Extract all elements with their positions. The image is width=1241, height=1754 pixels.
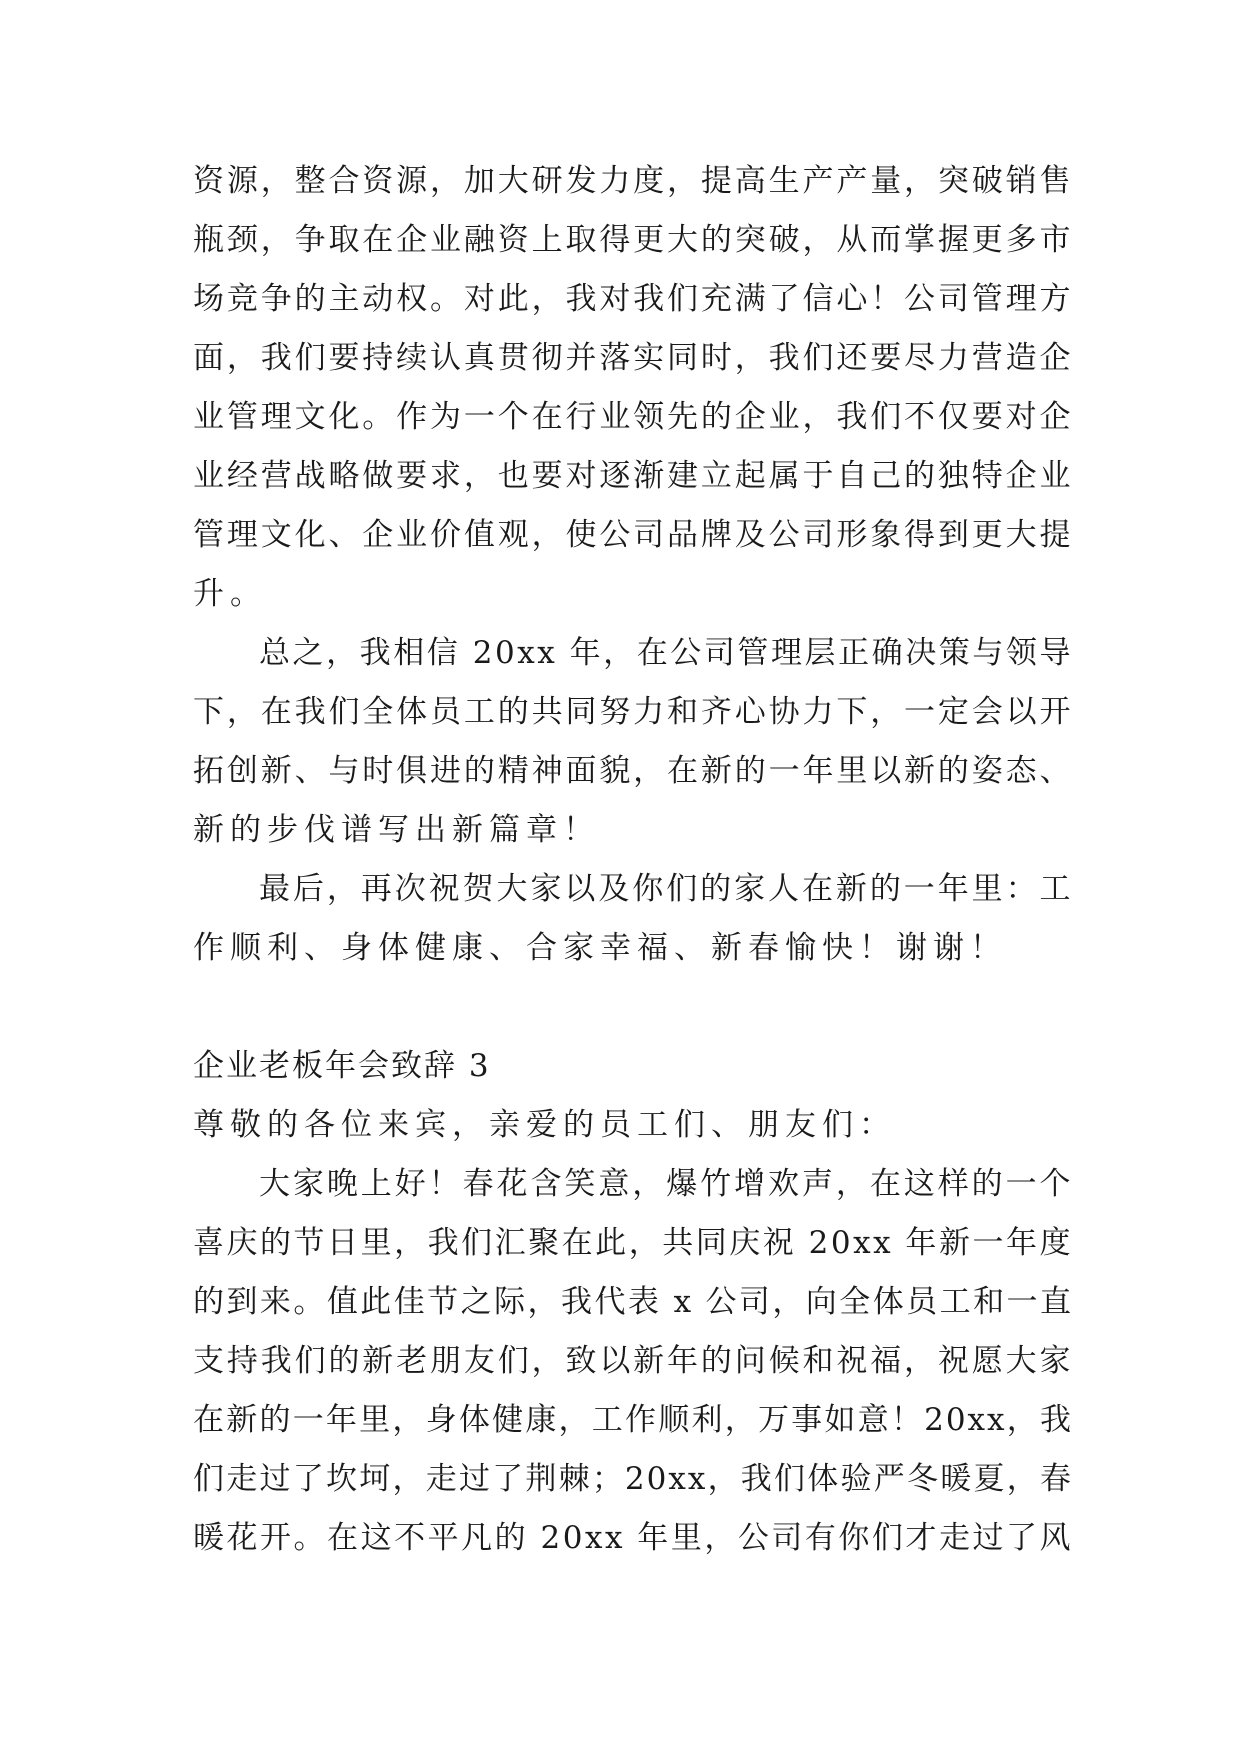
paragraph-line: 们走过了坎坷，走过了荆棘；20xx，我们体验严冬暖夏，春: [193, 1461, 1073, 1497]
paragraph-line: 在新的一年里，身体健康，工作顺利，万事如意！20xx，我: [193, 1402, 1073, 1438]
paragraph-line: 升。: [193, 576, 267, 612]
salutation: 尊敬的各位来宾，亲爱的员工们、朋友们：: [193, 1107, 896, 1143]
paragraph-line: 拓创新、与时俱进的精神面貌，在新的一年里以新的姿态、: [193, 753, 1073, 789]
paragraph-line: 作顺利、身体健康、合家幸福、新春愉快！谢谢！: [193, 930, 1007, 966]
section-heading: 企业老板年会致辞 3: [193, 1048, 491, 1084]
paragraph-line: 的到来。值此佳节之际，我代表 x 公司，向全体员工和一直: [193, 1284, 1073, 1320]
paragraph-line: 喜庆的节日里，我们汇聚在此，共同庆祝 20xx 年新一年度: [193, 1225, 1073, 1261]
paragraph-line: 场竞争的主动权。对此，我对我们充满了信心！公司管理方: [193, 281, 1073, 317]
paragraph-line: 下，在我们全体员工的共同努力和齐心协力下，一定会以开: [193, 694, 1073, 730]
paragraph-line: 总之，我相信 20xx 年，在公司管理层正确决策与领导: [259, 635, 1073, 671]
paragraph-line: 暖花开。在这不平凡的 20xx 年里，公司有你们才走过了风: [193, 1520, 1073, 1556]
paragraph-line: 新的步伐谱写出新篇章！: [193, 812, 600, 848]
paragraph-line: 管理文化、企业价值观，使公司品牌及公司形象得到更大提: [193, 517, 1073, 553]
paragraph-line: 面，我们要持续认真贯彻并落实同时，我们还要尽力营造企: [193, 340, 1073, 376]
paragraph-line: 业经营战略做要求，也要对逐渐建立起属于自己的独特企业: [193, 458, 1073, 494]
paragraph-line: 最后，再次祝贺大家以及你们的家人在新的一年里：工: [259, 871, 1073, 907]
paragraph-line: 瓶颈，争取在企业融资上取得更大的突破，从而掌握更多市: [193, 222, 1073, 258]
paragraph-line: 支持我们的新老朋友们，致以新年的问候和祝福，祝愿大家: [193, 1343, 1073, 1379]
paragraph-line: 业管理文化。作为一个在行业领先的企业，我们不仅要对企: [193, 399, 1073, 435]
paragraph-line: 资源，整合资源，加大研发力度，提高生产产量，突破销售: [193, 163, 1073, 199]
paragraph-line: 大家晚上好！春花含笑意，爆竹增欢声，在这样的一个: [259, 1166, 1073, 1202]
